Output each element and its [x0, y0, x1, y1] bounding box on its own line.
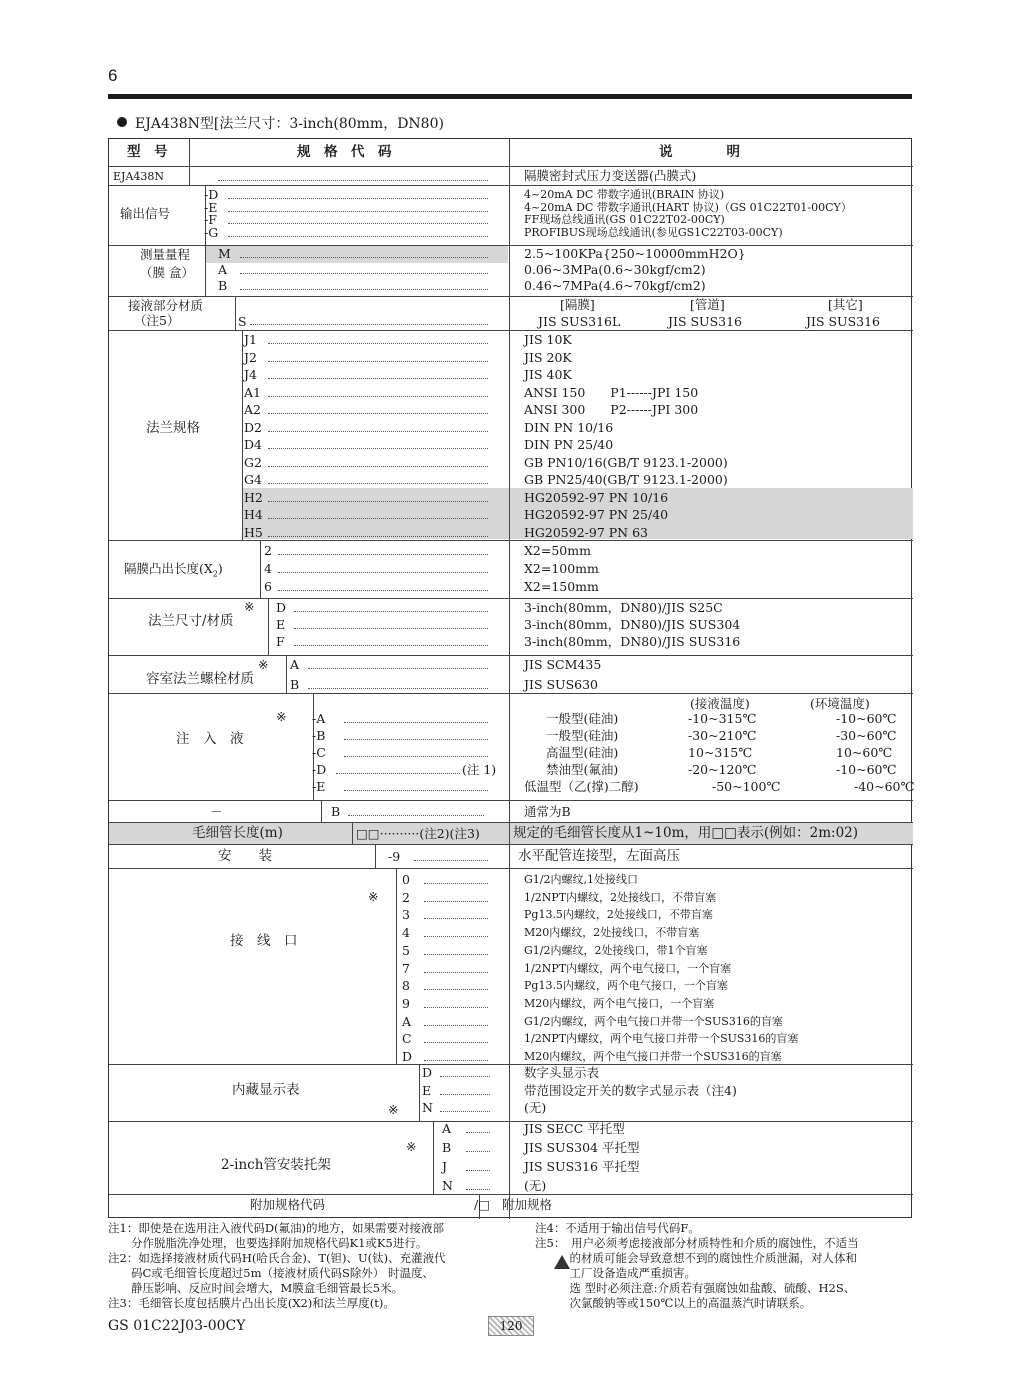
leader-dots — [424, 1060, 488, 1061]
model-code: EJA438N — [113, 170, 165, 183]
fill-header-proc: (接液温度) — [690, 696, 750, 711]
warning-icon — [554, 1255, 570, 1269]
extension-desc: X2=50mm — [524, 543, 591, 558]
fill-amb-temp: 10~60℃ — [836, 745, 893, 760]
material-h3: [其它] — [828, 297, 863, 312]
fill-note: (注 1) — [462, 762, 497, 777]
flange-desc: ANSI 300 P2------JPI 300 — [524, 402, 699, 417]
leader-dots — [294, 611, 488, 612]
flange-desc: HG20592-97 PN 63 — [524, 524, 648, 540]
option-desc: 附加规格 — [502, 1197, 553, 1212]
range-desc: 0.06~3MPa(0.6~30kgf/cm2) — [524, 262, 706, 277]
leader-dots — [344, 756, 488, 757]
conn-code: 0 — [402, 872, 410, 887]
fill-code: -D — [312, 762, 327, 777]
conn-code: 9 — [402, 995, 410, 1011]
fill-code: -A — [312, 711, 326, 726]
conn-code: D — [402, 1049, 413, 1064]
col-header-desc: 说 明 — [659, 144, 740, 160]
leader-dots — [344, 739, 488, 740]
flange-desc: JIS 10K — [524, 332, 572, 347]
col-header-model: 型 号 — [127, 144, 168, 160]
always-b-dash: － — [210, 804, 223, 819]
conn-desc: Pg13.5内螺纹，两个电气接口，一个盲塞 — [524, 979, 728, 993]
leader-dots — [424, 972, 488, 973]
conn-code: A — [402, 1013, 412, 1029]
indicator-desc: 带范围设定开关的数字式显示表（注4) — [524, 1082, 737, 1098]
indicator-label: 内藏显示表 — [232, 1082, 300, 1098]
conn-desc: M20内螺纹，两个电气接口，一个盲塞 — [524, 996, 715, 1010]
leader-dots — [268, 466, 488, 467]
conn-desc: G1/2内螺纹，2处接线口，带1个盲塞 — [524, 943, 708, 957]
flange-size-mark: ※ — [244, 599, 255, 614]
always-b-code: B — [331, 804, 341, 819]
indicator-code: E — [422, 1082, 432, 1098]
leader-dots — [424, 936, 488, 937]
leader-dots — [424, 918, 488, 919]
bracket-desc: (无) — [524, 1178, 547, 1193]
leader-dots — [268, 361, 488, 362]
conn-desc: 1/2NPT内螺纹，两个电气接口并带一个SUS316的盲塞 — [524, 1032, 799, 1046]
extension-code: 2 — [264, 543, 272, 558]
highlight-range-m — [205, 246, 508, 263]
note-right-line: 工厂设备造成严重损害。 — [535, 1266, 696, 1280]
conn-code: 8 — [402, 978, 410, 994]
flange-desc: DIN PN 10/16 — [524, 419, 614, 435]
leader-dots — [268, 518, 488, 519]
flange-label: 法兰规格 — [146, 420, 200, 436]
leader-dots — [268, 448, 488, 449]
output-desc: 4~20mA DC 带数字通讯(HART 协议)（GS 01C22T01-00CY） — [524, 200, 852, 214]
fill-type: 低温型（乙(撑)二醇) — [524, 779, 639, 794]
indicator-code: N — [422, 1100, 433, 1115]
output-desc: FF现场总线通讯(GS 01C22T02-00CY) — [524, 213, 725, 226]
leader-dots — [336, 773, 460, 774]
leader-dots — [308, 668, 488, 669]
range-desc: 0.46~7MPa(4.6~70kgf/cm2) — [524, 278, 706, 293]
note-right-line: 注4：不适用于输出信号代码F。 — [535, 1221, 700, 1235]
conn-code: 2 — [402, 889, 410, 905]
note-right-line: 注5： 用户必须考虑接液部分材质特性和介质的腐蚀性，不适当 — [535, 1236, 859, 1250]
always-b-desc: 通常为B — [524, 804, 571, 819]
range-code: M — [218, 246, 231, 261]
note-left-line: 码C或毛细管长度超过5m（接液材质代码S除外） 时温度、 — [108, 1266, 435, 1280]
flange-size-desc: 3-inch(80mm，DN80)/JIS S25C — [524, 600, 723, 615]
flange-desc: JIS 40K — [524, 367, 572, 382]
fill-proc-temp: 10~315℃ — [688, 745, 753, 760]
note-left-line: 注3：毛细管长度包括膜片凸出长度(X2)和法兰厚度(t)。 — [108, 1296, 395, 1310]
leader-dots — [268, 378, 488, 379]
leader-dots — [228, 198, 488, 199]
conn-code: 5 — [402, 942, 410, 958]
flange-code: G2 — [244, 454, 262, 470]
fill-mark: ※ — [276, 709, 287, 724]
leader-dots — [294, 628, 488, 629]
leader-dots — [440, 1094, 490, 1095]
leader-dots — [278, 590, 488, 591]
range-code: B — [218, 278, 228, 293]
output-label: 输出信号 — [120, 206, 171, 221]
leader-dots — [466, 1170, 490, 1171]
doc-id: GS 01C22J03-00CY — [108, 1318, 246, 1334]
note-right-line: 选 型时必须注意:介质若有强腐蚀如盐酸、硫酸、H2S、 — [535, 1281, 856, 1295]
header-rule — [108, 94, 912, 99]
bolt-desc: JIS SCM435 — [524, 657, 602, 672]
flange-size-code: F — [276, 634, 285, 649]
flange-code: A2 — [244, 402, 261, 417]
capillary-code: □□··········(注2)(注3) — [356, 826, 480, 841]
flange-code: J1 — [244, 332, 257, 347]
leader-dots — [240, 273, 488, 274]
flange-code: H4 — [244, 507, 263, 522]
flange-desc: GB PN10/16(GB/T 9123.1-2000) — [524, 454, 728, 470]
material-h1: [隔膜] — [560, 297, 595, 312]
leader-dots — [344, 722, 488, 723]
leader-dots — [466, 1189, 490, 1190]
flange-desc: ANSI 150 P1------JPI 150 — [524, 384, 699, 400]
material-label-1: 接液部分材质 — [128, 298, 204, 313]
flange-code: D2 — [244, 419, 262, 435]
indicator-code: D — [422, 1065, 433, 1080]
bolt-code: B — [290, 677, 300, 692]
conn-desc: 1/2NPT内螺纹，两个电气接口，一个盲塞 — [524, 961, 732, 975]
fill-amb-temp: -30~60℃ — [836, 728, 897, 743]
material-code: S — [238, 314, 247, 329]
flange-size-desc: 3-inch(80mm，DN80)/JIS SUS304 — [524, 617, 741, 632]
bracket-desc: JIS SECC 平托型 — [524, 1121, 625, 1136]
fill-amb-temp: -40~60℃ — [854, 779, 915, 794]
bracket-label: 2-inch管安装托架 — [221, 1157, 331, 1173]
conn-desc: M20内螺纹，两个电气接口并带一个SUS316的盲塞 — [524, 1050, 782, 1063]
conn-code: 4 — [402, 925, 410, 941]
range-label-2: （膜 盒） — [140, 265, 194, 280]
conn-code: 3 — [402, 907, 410, 923]
leader-dots — [268, 431, 488, 432]
leader-dots — [268, 483, 488, 484]
leader-dots — [440, 1076, 490, 1077]
leader-dots — [268, 396, 488, 397]
fill-label: 注 入 液 — [176, 731, 244, 747]
output-code: -E — [204, 199, 218, 215]
leader-dots — [268, 413, 488, 414]
fill-proc-temp: -20~120℃ — [688, 762, 757, 777]
leader-dots — [228, 223, 488, 224]
flange-size-code: D — [276, 600, 287, 615]
fill-code: -B — [312, 728, 326, 743]
material-v1: JIS SUS316L — [538, 314, 621, 329]
leader-dots — [344, 790, 488, 791]
col-header-code: 规 格 代 码 — [297, 144, 392, 160]
extension-desc: X2=100mm — [524, 561, 599, 576]
capillary-label: 毛细管长度(m) — [192, 825, 283, 841]
note-right-line: 次氯酸钠等或150℃以上的高温蒸汽时请联系。 — [535, 1296, 812, 1310]
flange-code: D4 — [244, 437, 262, 452]
bracket-code: A — [442, 1121, 452, 1136]
leader-dots — [424, 989, 488, 990]
conn-desc: M20内螺纹，2处接线口，不带盲塞 — [524, 926, 700, 940]
leader-dots — [424, 954, 488, 955]
output-code: -D — [204, 187, 219, 202]
leader-dots — [278, 572, 488, 573]
conn-desc: G1/2内螺纹，两个电气接口并带一个SUS316的盲塞 — [524, 1014, 783, 1028]
fill-code: -C — [312, 745, 326, 760]
fill-type: 一般型(硅油) — [546, 728, 619, 743]
fill-proc-temp: -50~100℃ — [712, 779, 781, 794]
flange-code: H2 — [244, 489, 263, 505]
leader-dots — [228, 236, 488, 237]
bracket-desc: JIS SUS316 平托型 — [524, 1159, 640, 1174]
conn-code: 7 — [402, 960, 410, 976]
leader-dots — [268, 501, 488, 502]
fill-type: 禁油型(氟油) — [546, 762, 619, 777]
bolt-label: 容室法兰螺栓材质 — [146, 671, 254, 687]
fill-code: -E — [312, 779, 326, 794]
conn-desc: Pg13.5内螺纹，2处接线口，不带盲塞 — [524, 908, 713, 922]
fill-amb-temp: -10~60℃ — [836, 762, 897, 777]
conn-desc: G1/2内螺纹,1处接线口 — [524, 873, 638, 886]
section-heading: EJA438N型[法兰尺寸：3-inch(80mm，DN80) — [117, 113, 444, 133]
output-desc: 4~20mA DC 带数字通讯(BRAIN 协议) — [524, 188, 725, 201]
flange-code: H5 — [244, 524, 263, 540]
bracket-mark: ※ — [406, 1139, 417, 1154]
fill-header-amb: (环境温度) — [810, 696, 870, 711]
leader-dots — [268, 536, 488, 537]
fill-proc-temp: -10~315℃ — [688, 711, 757, 726]
bolt-mark: ※ — [258, 657, 269, 672]
flange-code: G4 — [244, 472, 262, 487]
indicator-mark: ※ — [388, 1102, 399, 1117]
conn-desc: 1/2NPT内螺纹，2处接线口，不带盲塞 — [524, 890, 717, 904]
flange-code: J2 — [244, 349, 257, 365]
flange-code: A1 — [244, 384, 261, 400]
option-label: 附加规格代码 — [250, 1197, 326, 1212]
fill-type: 一般型(硅油) — [546, 711, 619, 726]
leader-dots — [466, 1151, 490, 1152]
indicator-desc: 数字头显示表 — [524, 1065, 600, 1080]
note-left-line: 分作脱脂洗净处理，也要选择附加规格代码K1或K5进行。 — [108, 1236, 428, 1250]
conn-label: 接 线 口 — [230, 933, 298, 949]
leader-dots — [440, 1111, 490, 1112]
range-label-1: 测量量程 — [140, 247, 191, 262]
leader-dots — [308, 688, 488, 689]
bracket-desc: JIS SUS304 平托型 — [524, 1140, 640, 1155]
leader-dots — [424, 883, 488, 884]
flange-code: J4 — [244, 367, 257, 382]
extension-desc: X2=150mm — [524, 579, 599, 594]
leader-dots — [424, 1007, 488, 1008]
flange-desc: GB PN25/40(GB/T 9123.1-2000) — [524, 472, 728, 487]
bracket-code: J — [442, 1159, 448, 1174]
flange-desc: DIN PN 25/40 — [524, 437, 614, 452]
range-code: A — [218, 262, 228, 277]
extension-code: 4 — [264, 561, 272, 576]
material-v2: JIS SUS316 — [668, 314, 743, 329]
option-code: /□ — [474, 1197, 491, 1212]
flange-size-desc: 3-inch(80mm，DN80)/JIS SUS316 — [524, 634, 741, 649]
indicator-desc: (无) — [524, 1100, 547, 1115]
output-code: -G — [204, 224, 219, 240]
fill-type: 高温型(硅油) — [546, 745, 619, 760]
leader-dots — [424, 1025, 488, 1026]
output-code: -F — [204, 212, 217, 227]
leader-dots — [424, 1042, 488, 1043]
page-box: 120 — [488, 1316, 534, 1336]
bolt-desc: JIS SUS630 — [524, 677, 599, 692]
page-number: 6 — [108, 66, 118, 85]
material-h2: [管道] — [690, 297, 725, 312]
note-left-line: 注2：如选择接液材质代码H(哈氏合金)、T(钽)、U(钛)、充灌液代 — [108, 1251, 446, 1265]
fill-amb-temp: -10~60℃ — [836, 711, 897, 726]
flange-size-label: 法兰尺寸/材质 — [148, 613, 234, 629]
install-desc: 水平配管连接型，左面高压 — [518, 848, 680, 864]
model-desc: 隔膜密封式压力变送器(凸膜式) — [524, 168, 697, 183]
output-desc: PROFIBUS现场总线通讯(参见GS1C22T03-00CY) — [524, 225, 783, 239]
leader-dots — [278, 554, 488, 555]
install-code: -9 — [388, 849, 401, 864]
flange-desc: HG20592-97 PN 25/40 — [524, 507, 669, 522]
note-right-line: 的材质可能会导致意想不到的腐蚀性介质泄漏，对人体和 — [535, 1251, 857, 1265]
fill-proc-temp: -30~210℃ — [688, 728, 757, 743]
range-desc: 2.5~100KPa{250~10000mmH2O} — [524, 246, 746, 261]
leader-dots — [424, 901, 488, 902]
leader-dots — [240, 257, 488, 258]
material-v3: JIS SUS316 — [806, 314, 881, 329]
conn-mark: ※ — [368, 889, 379, 904]
note-left-line: 静压影响、反应时间会增大，M膜盒毛细管最长5米。 — [108, 1281, 404, 1295]
flange-desc: HG20592-97 PN 10/16 — [524, 489, 669, 505]
note-left-line: 注1：即使是在选用注入液代码D(氟油)的地方，如果需要对接液部 — [108, 1221, 445, 1235]
material-label-2: （注5） — [134, 313, 180, 328]
leader-dots — [228, 211, 488, 212]
bullet-icon — [117, 117, 127, 127]
leader-dots — [466, 1132, 490, 1133]
capillary-desc: 规定的毛细管长度从1~10m，用□□表示(例如：2m:02) — [513, 825, 859, 841]
bracket-code: N — [442, 1178, 453, 1193]
flange-desc: JIS 20K — [524, 349, 572, 365]
extension-code: 6 — [264, 579, 272, 594]
bolt-code: A — [290, 657, 300, 672]
leader-dots — [240, 289, 488, 290]
bracket-code: B — [442, 1140, 452, 1155]
leader-dots — [268, 343, 488, 344]
flange-size-code: E — [276, 617, 286, 632]
extension-label: 隔膜凸出长度$(X_2)$ — [124, 561, 223, 579]
install-label: 安 装 — [218, 848, 272, 864]
conn-code: C — [402, 1031, 412, 1047]
leader-dots — [294, 645, 488, 646]
